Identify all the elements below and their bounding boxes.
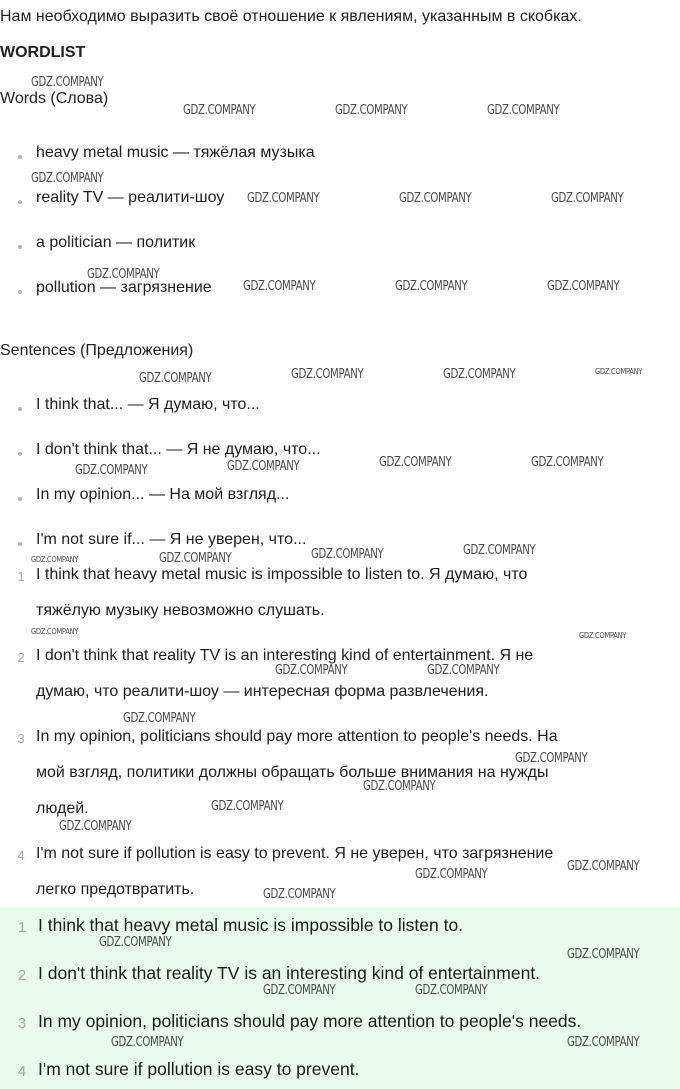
answer-line: думаю, что реалити-шоу — интересная форма развлечения. xyxy=(36,683,489,700)
watermark-text: GDZ.COMPANY xyxy=(227,459,300,474)
watermark-text: GDZ.COMPANY xyxy=(111,1035,184,1050)
bullet-icon xyxy=(18,497,22,501)
highlight-number: 3 xyxy=(17,1015,27,1032)
watermark-text: GDZ.COMPANY xyxy=(567,1035,640,1050)
answer-line: I'm not sure if pollution is easy to prevent. Я не уверен, что загрязнение xyxy=(36,845,554,862)
watermark-text: GDZ.COMPANY xyxy=(59,819,132,834)
wordlist-heading: WORDLIST xyxy=(0,44,86,61)
watermark-text: GDZ.COMPANY xyxy=(415,983,488,998)
bullet-icon xyxy=(18,245,22,249)
answer-number: 2 xyxy=(17,650,25,665)
watermark-text: GDZ.COMPANY xyxy=(595,367,643,376)
watermark-text: GDZ.COMPANY xyxy=(87,267,160,282)
watermark-text: GDZ.COMPANY xyxy=(363,779,436,794)
watermark-text: GDZ.COMPANY xyxy=(291,367,364,382)
highlight-number: 1 xyxy=(17,919,27,936)
highlight-line: I'm not sure if pollution is easy to prevent. xyxy=(38,1059,360,1079)
answer-line: легко предотвратить. xyxy=(36,881,195,898)
watermark-text: GDZ.COMPANY xyxy=(31,627,79,636)
answer-number: 3 xyxy=(17,731,25,746)
watermark-text: GDZ.COMPANY xyxy=(139,371,212,386)
list-item: reality TV — реалити-шоу xyxy=(36,189,225,206)
watermark-text: GDZ.COMPANY xyxy=(263,983,336,998)
watermark-text: GDZ.COMPANY xyxy=(99,935,172,950)
watermark-text: GDZ.COMPANY xyxy=(567,947,640,962)
list-item: heavy metal music — тяжёлая музыка xyxy=(36,144,315,161)
highlight-line: In my opinion, politicians should pay more attention to people's needs. xyxy=(38,1011,582,1031)
bullet-icon xyxy=(18,155,22,159)
watermark-text: GDZ.COMPANY xyxy=(75,463,148,478)
answer-number: 1 xyxy=(17,569,25,584)
list-item: I don't think that... — Я не думаю, что... xyxy=(36,441,321,458)
watermark-text: GDZ.COMPANY xyxy=(247,191,320,206)
watermark-text: GDZ.COMPANY xyxy=(443,367,516,382)
watermark-text: GDZ.COMPANY xyxy=(263,887,336,902)
watermark-text: GDZ.COMPANY xyxy=(123,711,196,726)
answer-line: I don't think that reality TV is an interesting kind of entertainment. Я не xyxy=(36,647,534,664)
bullet-icon xyxy=(18,290,22,294)
list-item: I think that... — Я думаю, что... xyxy=(36,396,260,413)
answer-line: людей. xyxy=(36,800,89,817)
watermark-text: GDZ.COMPANY xyxy=(275,663,348,678)
bullet-icon xyxy=(18,542,22,546)
watermark-text: GDZ.COMPANY xyxy=(395,279,468,294)
watermark-text: GDZ.COMPANY xyxy=(427,663,500,678)
highlight-line: I think that heavy metal music is impossible to listen to. xyxy=(38,915,464,935)
watermark-text: GDZ.COMPANY xyxy=(211,799,284,814)
list-item: I'm not sure if... — Я не уверен, что... xyxy=(36,531,307,548)
list-item: pollution — загрязнение xyxy=(36,279,212,296)
watermark-text: GDZ.COMPANY xyxy=(159,551,232,566)
highlight-number: 4 xyxy=(17,1063,27,1080)
watermark-text: GDZ.COMPANY xyxy=(31,171,104,186)
words-heading: Words (Слова) xyxy=(0,90,109,107)
sentences-heading: Sentences (Предложения) xyxy=(0,342,194,359)
answer-line: In my opinion, politicians should pay more attention to people's needs. На xyxy=(36,728,558,745)
answer-line: тяжёлую музыку невозможно слушать. xyxy=(36,602,325,619)
watermark-text: GDZ.COMPANY xyxy=(551,191,624,206)
watermark-text: GDZ.COMPANY xyxy=(415,867,488,882)
watermark-text: GDZ.COMPANY xyxy=(379,455,452,470)
watermark-text: GDZ.COMPANY xyxy=(547,279,620,294)
watermark-text: GDZ.COMPANY xyxy=(31,555,79,564)
watermark-text: GDZ.COMPANY xyxy=(243,279,316,294)
watermark-text: GDZ.COMPANY xyxy=(515,751,588,766)
watermark-text: GDZ.COMPANY xyxy=(183,103,256,118)
highlight-line: I don't think that reality TV is an interesting kind of entertainment. xyxy=(38,963,541,983)
watermark-text: GDZ.COMPANY xyxy=(335,103,408,118)
answer-line: I think that heavy metal music is impossible to listen to. Я думаю, что xyxy=(36,566,528,583)
bullet-icon xyxy=(18,200,22,204)
bullet-icon xyxy=(18,407,22,411)
answer-number: 4 xyxy=(17,848,25,863)
watermark-text: GDZ.COMPANY xyxy=(567,859,640,874)
watermark-text: GDZ.COMPANY xyxy=(31,75,104,90)
watermark-text: GDZ.COMPANY xyxy=(531,455,604,470)
list-item: In my opinion... — На мой взгляд... xyxy=(36,486,290,503)
answer-line: мой взгляд, политики должны обращать больше внимания на нужды xyxy=(36,764,549,781)
watermark-text: GDZ.COMPANY xyxy=(579,631,627,640)
watermark-text: GDZ.COMPANY xyxy=(463,543,536,558)
list-item: a politician — политик xyxy=(36,234,196,251)
bullet-icon xyxy=(18,452,22,456)
highlight-number: 2 xyxy=(17,967,27,984)
watermark-text: GDZ.COMPANY xyxy=(399,191,472,206)
intro-text: Нам необходимо выразить своё отношение к явлениям, указанным в скобках. xyxy=(0,8,582,25)
watermark-text: GDZ.COMPANY xyxy=(487,103,560,118)
watermark-text: GDZ.COMPANY xyxy=(311,547,384,562)
